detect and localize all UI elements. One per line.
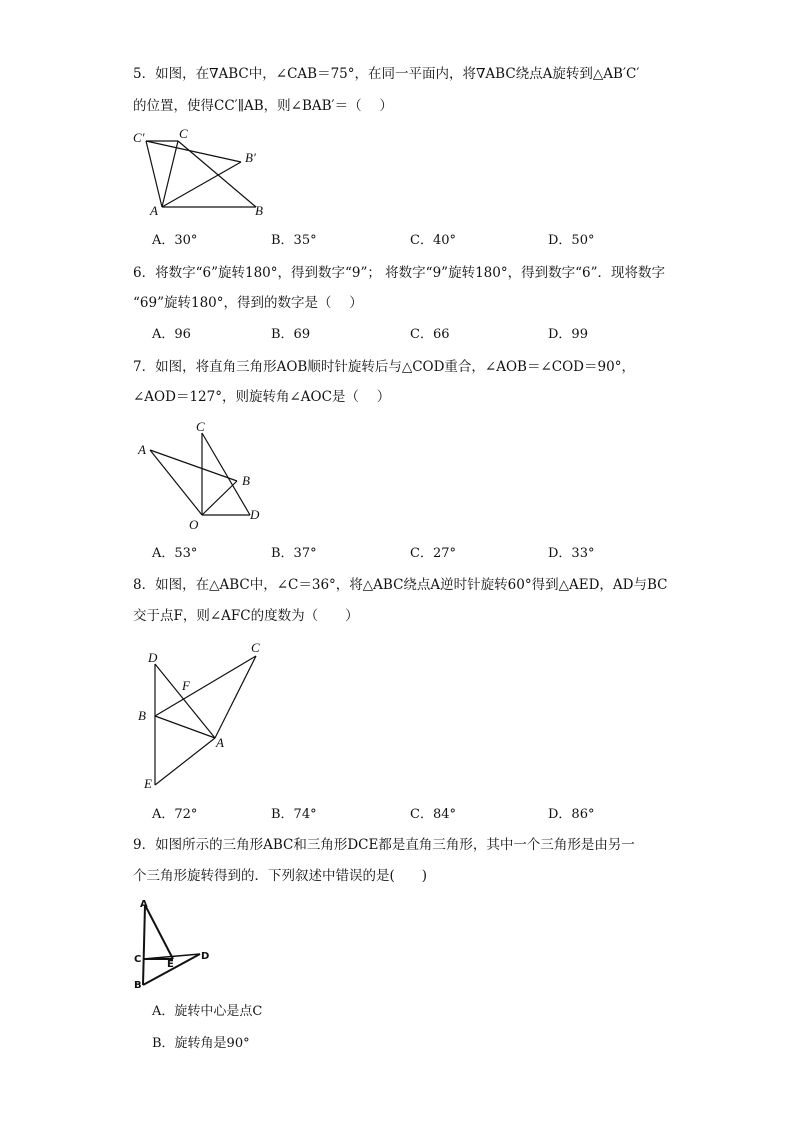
q5-figure xyxy=(130,125,270,225)
q5-label-a: A xyxy=(150,203,158,218)
q8-figure xyxy=(130,638,275,798)
q8-option-b[interactable]: B．74° xyxy=(271,807,317,822)
q5-option-c[interactable]: C．40° xyxy=(410,233,456,248)
q7-stem-line2: ∠AOD＝127°，则旋转角∠AOC是（ ） xyxy=(133,389,391,405)
q9-label-d: D xyxy=(201,951,210,962)
q7-option-a[interactable]: A．53° xyxy=(152,546,198,561)
q8-stem-line2: 交于点F，则∠AFC的度数为（ ） xyxy=(133,608,359,624)
q6-option-c[interactable]: C．66 xyxy=(410,327,450,342)
q9-stem-line1: 9．如图所示的三角形ABC和三角形DCE都是直角三角形，其中一个三角形是由另一 xyxy=(133,837,635,853)
q9-label-c: C xyxy=(134,954,142,965)
q5-option-b[interactable]: B．35° xyxy=(271,233,317,248)
q8-stem-line1: 8．如图，在△ABC中，∠C＝36°，将△ABC绕点A逆时针旋转60°得到△AED，AD与BC xyxy=(133,577,668,593)
q6-option-b[interactable]: B．69 xyxy=(271,327,311,342)
q8-label-a: A xyxy=(216,735,224,750)
q7-label-b: B xyxy=(242,473,250,488)
q9-option-b[interactable]: B．旋转角是90° xyxy=(152,1036,250,1051)
q9-label-b: B xyxy=(134,980,142,991)
q5-stem-line2: 的位置，使得CC′∥AB，则∠BAB′＝（ ） xyxy=(133,98,393,114)
q8-option-a[interactable]: A．72° xyxy=(152,807,198,822)
q9-stem-line2: 个三角形旋转得到的．下列叙述中错误的是( ) xyxy=(133,868,428,884)
q5-option-d[interactable]: D．50° xyxy=(548,233,595,248)
q9-option-a[interactable]: A．旋转中心是点C xyxy=(152,1004,263,1019)
q7-label-c: C xyxy=(196,419,205,434)
q5-stem-line1: 5．如图，在∇ABC中，∠CAB＝75°，在同一平面内，将∇ABC绕点A旋转到△AB′C′ xyxy=(133,66,640,82)
q8-label-e: E xyxy=(144,776,152,791)
q8-option-c[interactable]: C．84° xyxy=(410,807,456,822)
q8-label-c: C xyxy=(251,640,260,655)
q9-figure xyxy=(130,895,225,995)
q6-stem-line2: “69”旋转180°，得到的数字是（ ） xyxy=(133,295,363,311)
q6-stem-line1: 6．将数字“6”旋转180°，得到数字“9”； 将数字“9”旋转180°，得到数字“6”．现将数字 xyxy=(133,265,665,281)
q7-option-c[interactable]: C．27° xyxy=(410,546,456,561)
q9-label-e: E xyxy=(167,959,174,970)
q7-figure xyxy=(130,418,270,538)
q7-label-o: O xyxy=(189,517,199,532)
q5-label-b: B xyxy=(255,203,263,218)
q8-label-f: F xyxy=(182,678,190,693)
q7-option-b[interactable]: B．37° xyxy=(271,546,317,561)
q6-option-a[interactable]: A．96 xyxy=(152,327,191,342)
q7-label-a: A xyxy=(138,442,146,457)
q8-label-b: B xyxy=(138,708,146,723)
q5-option-a[interactable]: A．30° xyxy=(152,233,198,248)
q7-option-d[interactable]: D．33° xyxy=(548,546,595,561)
q7-stem-line1: 7．如图，将直角三角形AOB顺时针旋转后与△COD重合，∠AOB＝∠COD＝90°， xyxy=(133,359,635,375)
q6-option-d[interactable]: D．99 xyxy=(548,327,588,342)
q8-option-d[interactable]: D．86° xyxy=(548,807,595,822)
q5-label-b-prime: B′ xyxy=(245,150,256,165)
q7-label-d: D xyxy=(250,507,260,522)
q8-label-d: D xyxy=(148,650,158,665)
q5-label-c-prime: C′ xyxy=(133,130,145,145)
q5-label-c: C xyxy=(179,126,188,141)
q9-label-a: A xyxy=(140,899,148,910)
